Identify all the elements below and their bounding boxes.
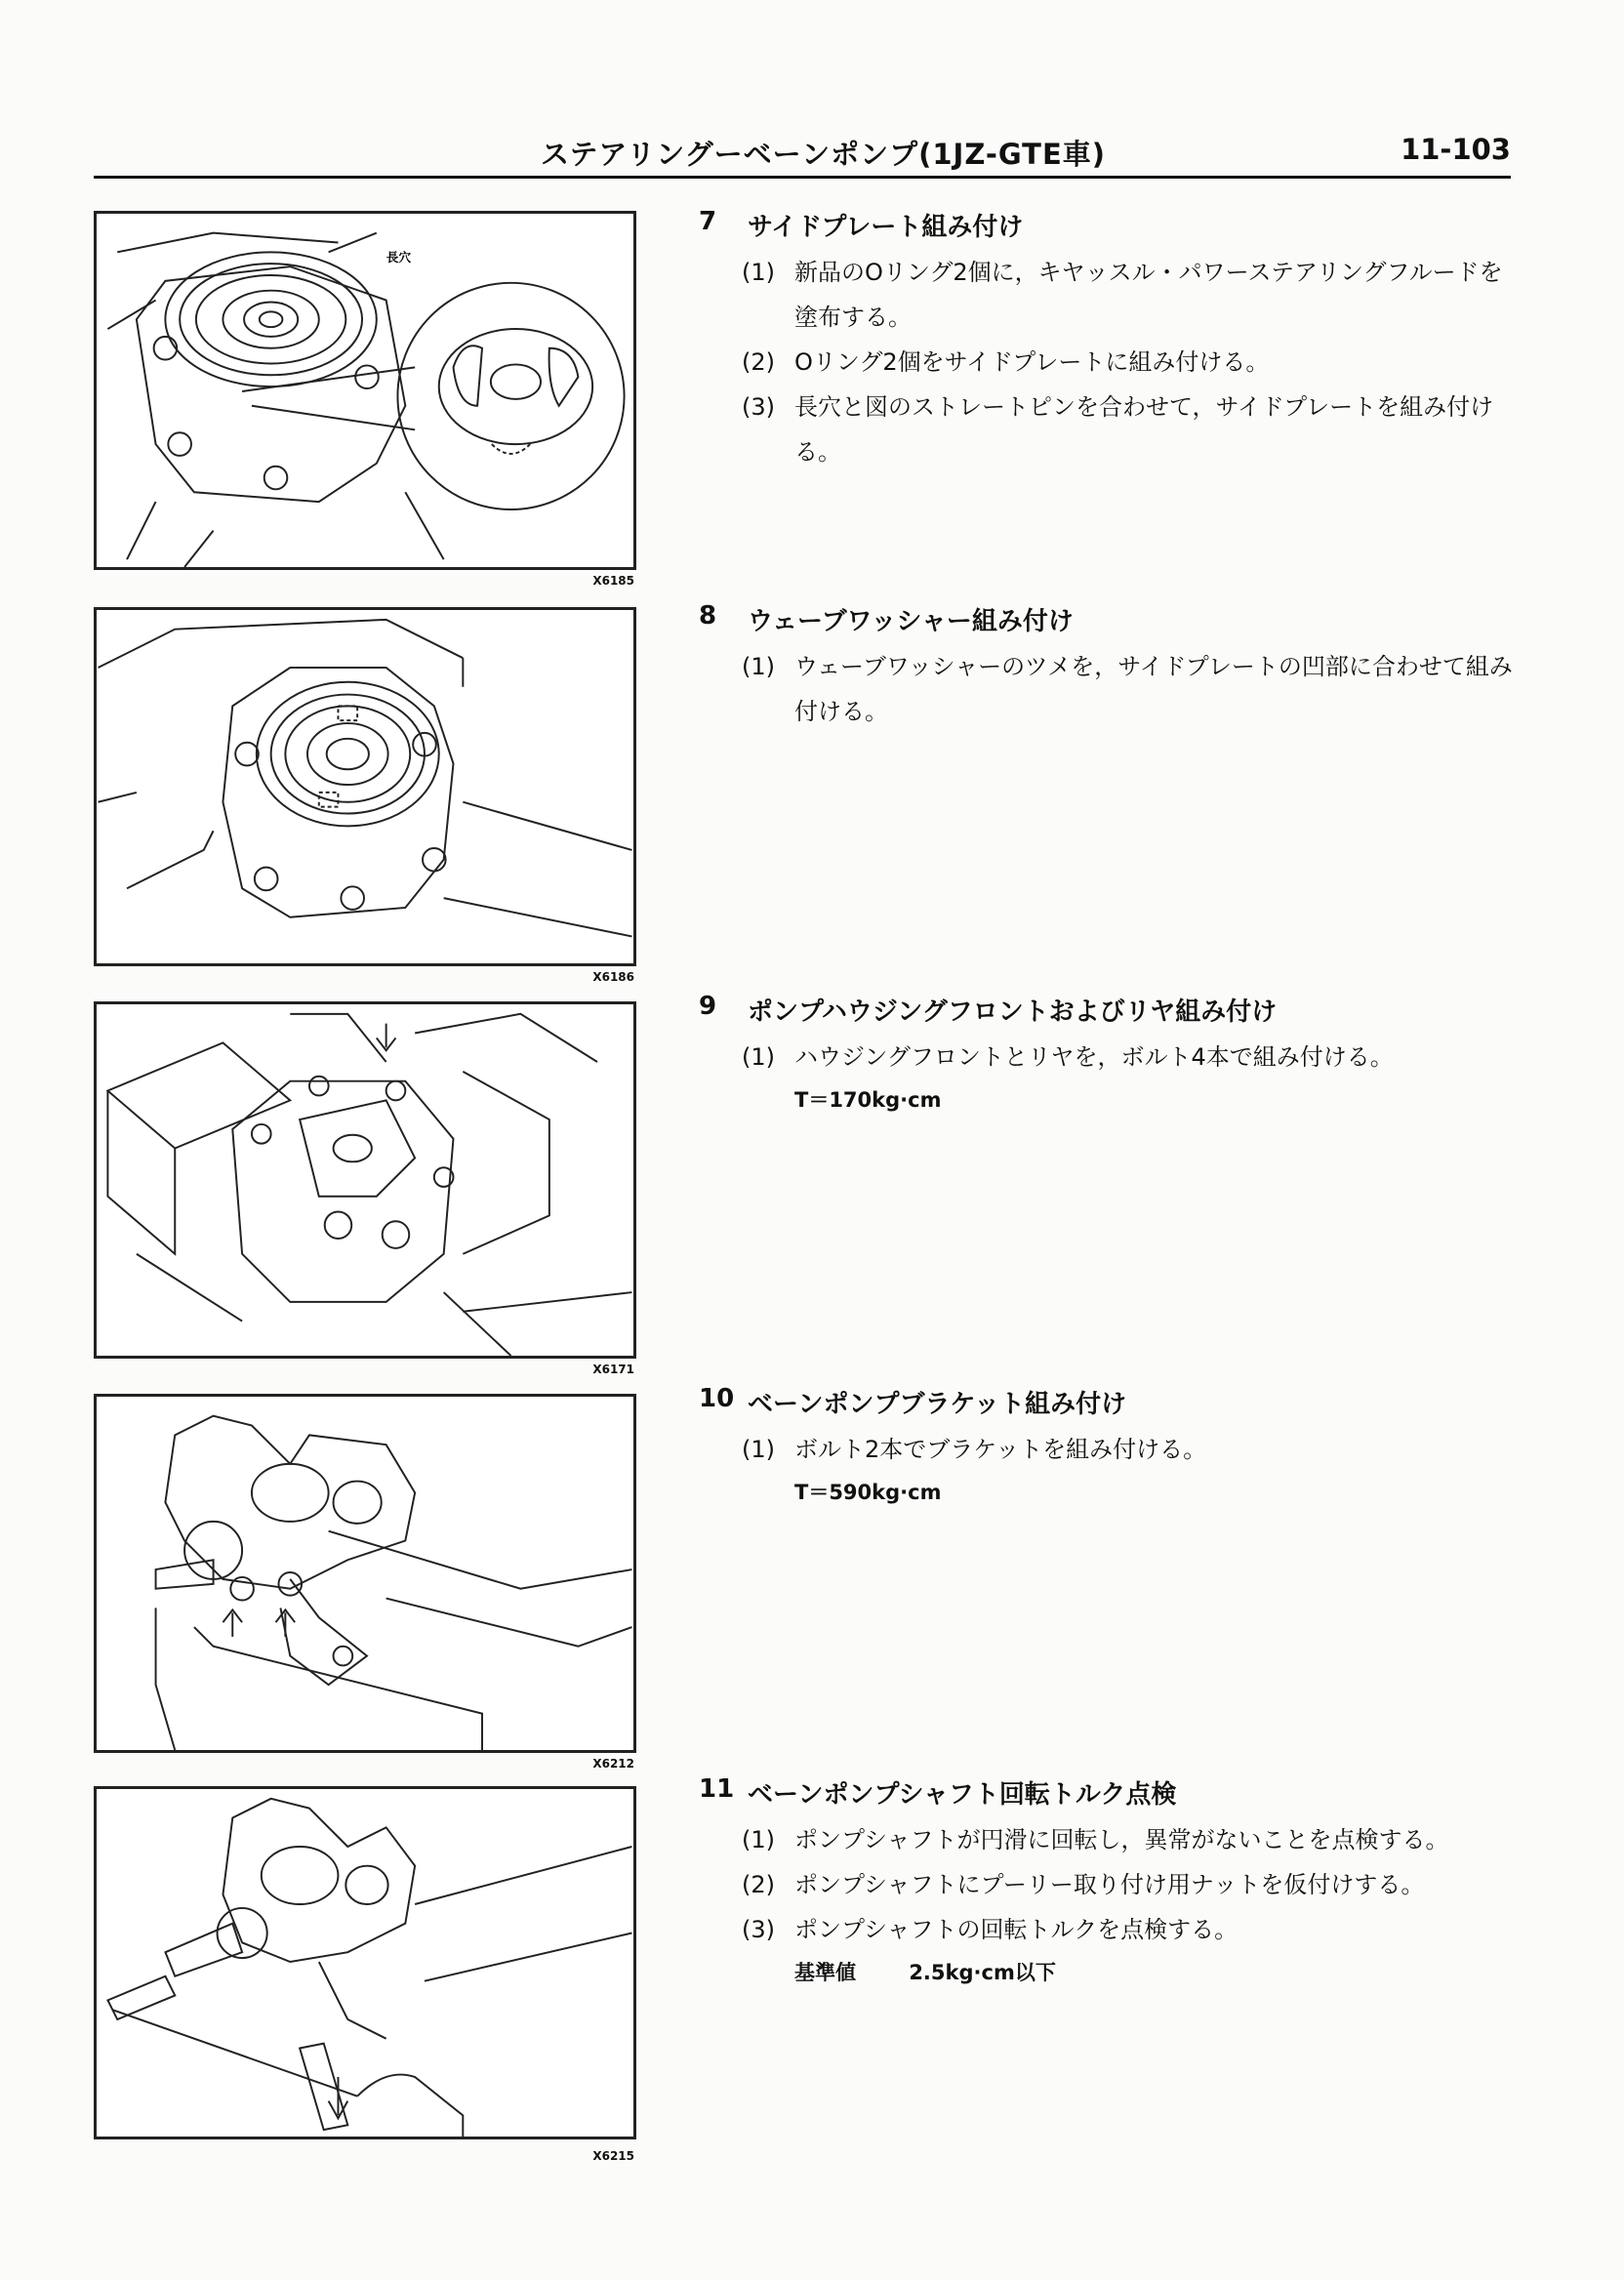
page-number: 11-103 xyxy=(1401,133,1511,166)
step-11 xyxy=(699,1774,1519,1993)
standard-value xyxy=(699,1952,1519,1993)
figure-wave-washer xyxy=(94,607,636,966)
list-item: (1) 新品のOリング2個に，キヤッスル・パワーステアリングフルードを塗布する。 xyxy=(742,259,1503,331)
step-10 xyxy=(699,1384,1519,1513)
list-item: (1) ボルト2本でブラケットを組み付ける。 xyxy=(742,1436,1207,1463)
figure-code: X6186 xyxy=(592,970,634,984)
callout-long-hole: 長穴 xyxy=(386,251,412,266)
step-heading xyxy=(699,601,1519,644)
side-plate-illustration xyxy=(97,214,633,567)
torque-check-illustration xyxy=(97,1789,633,2137)
figure-torque-check xyxy=(94,1786,636,2139)
figure-code: X6185 xyxy=(592,574,634,588)
page-title: ステアリングーベーンポンプ(1JZ-GTE車) xyxy=(541,138,1107,171)
torque-spec: T＝590kg·cm xyxy=(794,1481,942,1504)
list-item: (1) ポンプシャフトが円滑に回転し，異常がないことを点検する。 xyxy=(742,1826,1449,1853)
step-title: ポンプハウジングフロントおよびリヤ組み付け xyxy=(748,998,1278,1027)
step-heading xyxy=(699,207,1519,250)
figure-code: X6171 xyxy=(592,1363,634,1376)
step-number: 11 xyxy=(699,1774,735,1804)
step-number: 10 xyxy=(699,1384,735,1413)
step-title: ウェーブワッシャー組み付け xyxy=(748,607,1074,636)
list-item: (2) Oリング2個をサイドプレートに組み付ける。 xyxy=(742,348,1270,376)
list-item: (2) ポンプシャフトにプーリー取り付け用ナットを仮付けする。 xyxy=(742,1871,1425,1898)
figure-pump-bracket xyxy=(94,1394,636,1753)
step-heading xyxy=(699,1774,1519,1817)
pump-bracket-illustration xyxy=(97,1397,633,1750)
figure-code: X6215 xyxy=(592,2149,634,2163)
step-title: サイドプレート組み付け xyxy=(748,213,1024,242)
list-item: (3) ポンプシャフトの回転トルクを点検する。 xyxy=(742,1916,1238,1943)
step-number: 9 xyxy=(699,992,717,1021)
step-number: 8 xyxy=(699,601,717,631)
step-title: ベーンポンプブラケット組み付け xyxy=(748,1390,1127,1419)
step-8 xyxy=(699,601,1519,734)
figure-code: X6212 xyxy=(592,1757,634,1771)
step-number: 7 xyxy=(699,207,717,236)
list-item: (1) ハウジングフロントとリヤを，ボルト4本で組み付ける。 xyxy=(742,1043,1394,1071)
spec-label: 基準値 xyxy=(794,1961,856,1984)
spec-value: 2.5kg·cm以下 xyxy=(909,1961,1056,1984)
list-item: (3) 長穴と図のストレートピンを合わせて，サイドプレートを組み付ける。 xyxy=(742,393,1494,466)
step-heading xyxy=(699,1384,1519,1427)
list-item: (1) ウェーブワッシャーのツメを，サイドプレートの凹部に合わせて組み付ける。 xyxy=(742,653,1513,725)
wave-washer-illustration xyxy=(97,610,633,963)
step-title: ベーンポンプシャフト回転トルク点検 xyxy=(748,1780,1177,1810)
figure-pump-housing xyxy=(94,1001,636,1359)
page-header xyxy=(94,125,1511,179)
step-heading xyxy=(699,992,1519,1035)
torque-spec: T＝170kg·cm xyxy=(794,1088,942,1112)
step-7 xyxy=(699,207,1519,474)
figure-side-plate xyxy=(94,211,636,570)
step-9 xyxy=(699,992,1519,1120)
pump-housing-illustration xyxy=(97,1004,633,1356)
